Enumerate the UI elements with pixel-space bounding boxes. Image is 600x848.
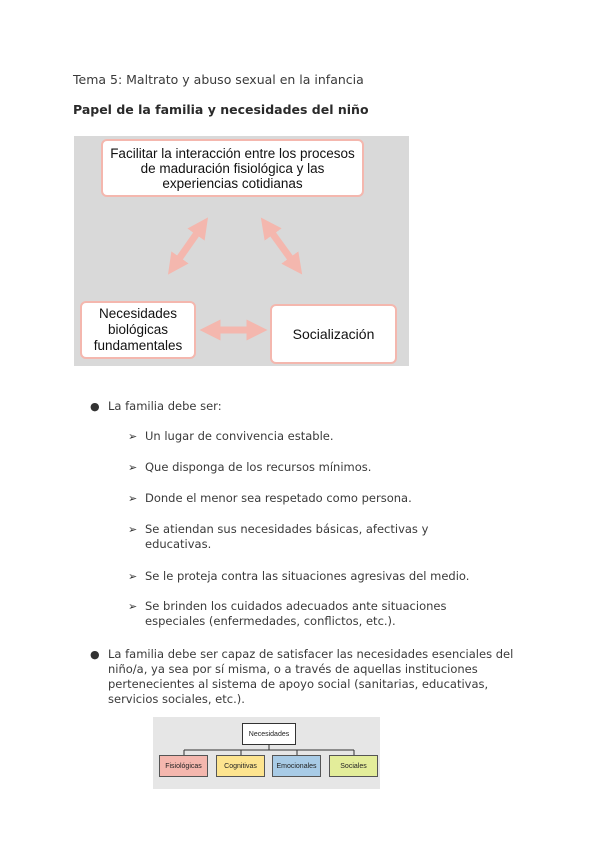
arrow-bullet-icon: ➢	[128, 600, 138, 613]
arrow-bullet-icon: ➢	[128, 461, 138, 474]
list-item: Se atiendan sus necesidades básicas, afectivas y educativas.	[145, 522, 429, 551]
list-item: Se le proteja contra las situaciones agresivas del medio.	[145, 569, 470, 583]
arrow-bullet-icon: ➢	[128, 523, 138, 536]
paragraph-support: La familia debe ser capaz de satisfacer las necesidades esenciales del niño/a, ya sea por sí misma, o a través de aquellas instituciones pertenecientes al sistema de apoyo social (sanitarias, educativas, servicios sociales, etc.).	[108, 647, 514, 706]
needs-root-node: Necesidades	[242, 723, 296, 745]
bullet-dot-icon: ●	[90, 648, 100, 661]
arrow-bullet-icon: ➢	[128, 570, 138, 583]
page-title: Tema 5: Maltrato y abuso sexual en la infancia	[73, 72, 364, 87]
needs-diagram	[153, 717, 380, 789]
needs-node-physiological: Fisiológicas	[159, 755, 208, 777]
arrow-top-right	[267, 226, 296, 266]
needs-node-cognitive: Cognitivas	[216, 755, 265, 777]
diagram-node-biological-needs: Necesidades biológicas fundamentales	[80, 301, 196, 359]
arrow-bullet-icon: ➢	[128, 492, 138, 505]
list-item: Se brinden los cuidados adecuados ante situaciones especiales (enfermedades, conflictos, etc.).	[145, 599, 447, 628]
list-item: Un lugar de convivencia estable.	[145, 429, 334, 443]
needs-node-emotional: Emocionales	[272, 755, 321, 777]
section-heading: Papel de la familia y necesidades del niño	[73, 102, 369, 117]
list-item: Donde el menor sea respetado como persona.	[145, 491, 412, 505]
diagram-node-interaction: Facilitar la interacción entre los procesos de maduración fisiológica y las experiencias cotidianas	[101, 139, 364, 197]
bullet-dot-icon: ●	[90, 400, 100, 413]
needs-node-social: Sociales	[329, 755, 378, 777]
diagram-node-socialization: Socialización	[270, 304, 397, 364]
list-intro: La familia debe ser:	[108, 399, 222, 413]
arrow-bullet-icon: ➢	[128, 430, 138, 443]
list-item: Que disponga de los recursos mínimos.	[145, 460, 372, 474]
cycle-diagram	[74, 136, 409, 366]
arrow-top-left	[174, 226, 202, 266]
